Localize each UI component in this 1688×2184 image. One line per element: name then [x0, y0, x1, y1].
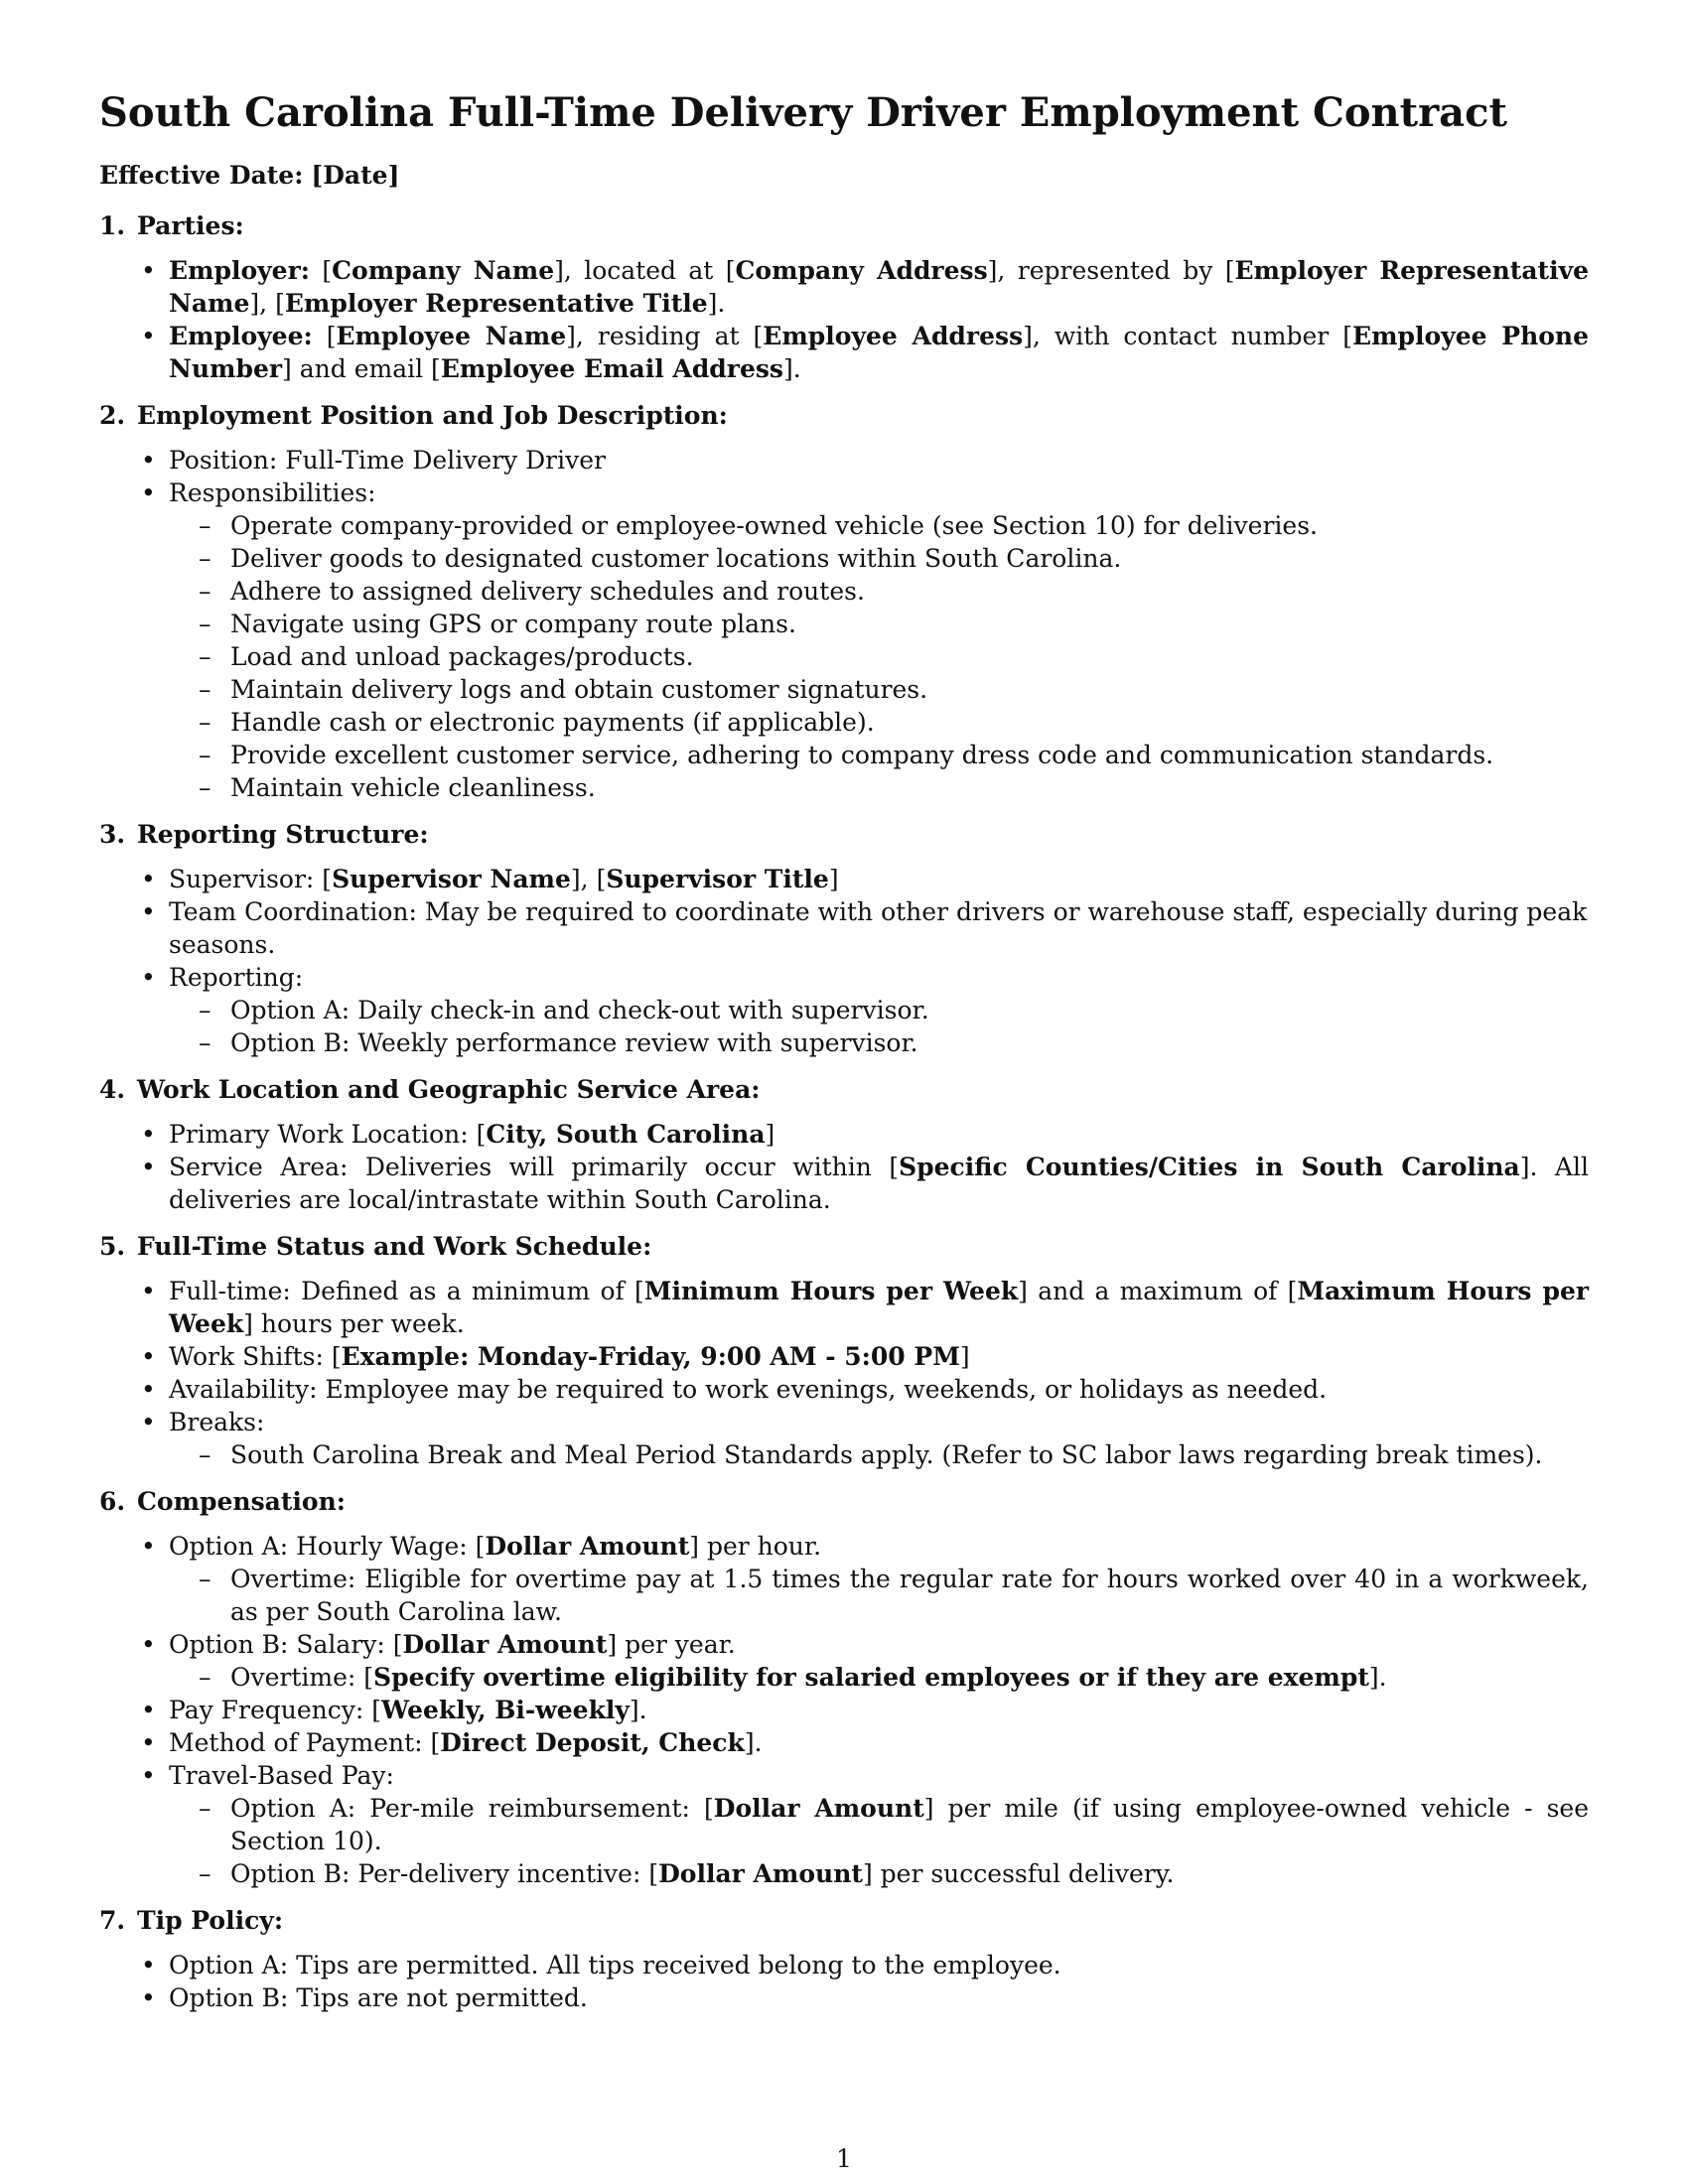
- pay-frequency-item: • Pay Frequency: [Weekly, Bi-weekly].: [99, 1694, 1589, 1726]
- team-item: • Team Coordination: May be required to coordinate with other drivers or warehouse staff, especially during peak seasons.: [99, 895, 1589, 961]
- section-heading: 4. Work Location and Geographic Service Area:: [99, 1075, 761, 1104]
- section-position: [99, 399, 1589, 804]
- primary-location-item: • Primary Work Location: [City, South Carolina]: [99, 1118, 1589, 1151]
- section-reporting: [99, 818, 1589, 1059]
- list-item: – Option A: Daily check-in and check-out with supervisor.: [169, 994, 1589, 1026]
- breaks-item: • Breaks: – South Carolina Break and Meal Period Standards apply. (Refer to SC labor laws regarding break times).: [99, 1406, 1589, 1471]
- travel-pay-item: • Travel-Based Pay: – Option A: Per-mile reimbursement: [Dollar Amount] per mile (if using employee-owned vehicle - see Section 10). – Option B: Per-delivery incentive: [Dollar Amount] per successful delivery.: [99, 1759, 1589, 1890]
- list-item: • Option B: Tips are not permitted.: [99, 1981, 1589, 2014]
- list-item: – Maintain vehicle cleanliness.: [169, 771, 1589, 804]
- availability-item: • Availability: Employee may be required to work evenings, weekends, or holidays as needed.: [99, 1373, 1589, 1406]
- supervisor-item: • Supervisor: [Supervisor Name], [Supervisor Title]: [99, 863, 1589, 895]
- hourly-wage-item: • Option A: Hourly Wage: [Dollar Amount] per hour. – Overtime: Eligible for overtime pay at 1.5 times the regular rate for hours worked over 40 in a workweek, as per South Carolina law.: [99, 1530, 1589, 1628]
- list-item: – Option A: Per-mile reimbursement: [Dollar Amount] per mile (if using employee-owned vehicle - see Section 10).: [169, 1792, 1589, 1857]
- list-item: – Navigate using GPS or company route plans.: [169, 608, 1589, 640]
- responsibilities-item: • Responsibilities: – Operate company-provided or employee-owned vehicle (see Section 10) for deliveries. – Deliver goods to designated customer locations within South Carolina. – Adhere to assigned delivery schedules and routes. – Navigate using GPS or company route plans. – Load and unload packages/products. – Maintain delivery logs and obtain customer signatures. – Handle cash or electronic payments (if applicable). – Provide excellent customer service, adhering to company dress code and communication standards. – Maintain vehicle cleanliness.: [99, 477, 1589, 804]
- list-item: – Option B: Per-delivery incentive: [Dollar Amount] per successful delivery.: [169, 1857, 1589, 1890]
- section-location: [99, 1073, 1589, 1216]
- list-item: – Option B: Weekly performance review with supervisor.: [169, 1026, 1589, 1059]
- position-item: • Position: Full-Time Delivery Driver: [99, 444, 1589, 477]
- list-item: – Deliver goods to designated customer locations within South Carolina.: [169, 542, 1589, 575]
- section-heading: 7. Tip Policy:: [99, 1906, 284, 1935]
- section-heading: 5. Full-Time Status and Work Schedule:: [99, 1232, 652, 1261]
- effective-date-value: [Date]: [311, 161, 400, 190]
- list-item: – Load and unload packages/products.: [169, 640, 1589, 673]
- reporting-item: • Reporting: – Option A: Daily check-in and check-out with supervisor. – Option B: Weekly performance review with supervisor.: [99, 961, 1589, 1059]
- section-schedule: [99, 1230, 1589, 1471]
- full-time-item: • Full-time: Defined as a minimum of [Minimum Hours per Week] and a maximum of [Maximum Hours per Week] hours per week.: [99, 1275, 1589, 1340]
- list-item: – Adhere to assigned delivery schedules and routes.: [169, 575, 1589, 608]
- list-item: – South Carolina Break and Meal Period Standards apply. (Refer to SC labor laws regarding break times).: [169, 1438, 1589, 1471]
- work-shifts-item: • Work Shifts: [Example: Monday-Friday, 9:00 AM - 5:00 PM]: [99, 1340, 1589, 1373]
- section-compensation: [99, 1485, 1589, 1890]
- list-item: – Overtime: Eligible for overtime pay at 1.5 times the regular rate for hours worked over 40 in a workweek, as per South Carolina law.: [169, 1563, 1589, 1628]
- section-heading: 1. Parties:: [99, 211, 244, 240]
- section-heading: 3. Reporting Structure:: [99, 820, 429, 849]
- employer-item: • Employer: [Company Name], located at [Company Address], represented by [Employer Representative Name], [Employer Representative Title].: [99, 254, 1589, 320]
- service-area-item: • Service Area: Deliveries will primarily occur within [Specific Counties/Cities in South Carolina]. All deliveries are local/intrastate within South Carolina.: [99, 1151, 1589, 1216]
- list-item: – Overtime: [Specify overtime eligibility for salaried employees or if they are exempt].: [169, 1661, 1589, 1694]
- section-tips: [99, 1904, 1589, 2014]
- payment-method-item: • Method of Payment: [Direct Deposit, Check].: [99, 1726, 1589, 1759]
- document-page: [99, 79, 1589, 2028]
- list-item: – Operate company-provided or employee-owned vehicle (see Section 10) for deliveries.: [169, 509, 1589, 542]
- list-item: – Handle cash or electronic payments (if applicable).: [169, 706, 1589, 739]
- document-title: South Carolina Full-Time Delivery Driver Employment Contract: [99, 89, 1507, 136]
- list-item: – Provide excellent customer service, adhering to company dress code and communication standards.: [169, 739, 1589, 771]
- section-parties: [99, 209, 1589, 385]
- section-heading: 6. Compensation:: [99, 1487, 346, 1516]
- page-number: 1: [836, 2144, 852, 2173]
- list-item: • Option A: Tips are permitted. All tips received belong to the employee.: [99, 1949, 1589, 1981]
- salary-item: • Option B: Salary: [Dollar Amount] per year. – Overtime: [Specify overtime eligibility for salaried employees or if they are exempt].: [99, 1628, 1589, 1694]
- list-item: – Maintain delivery logs and obtain customer signatures.: [169, 673, 1589, 706]
- effective-date: Effective Date: [Date]: [99, 161, 400, 190]
- section-heading: 2. Employment Position and Job Description:: [99, 401, 728, 430]
- employee-item: • Employee: [Employee Name], residing at [Employee Address], with contact number [Employee Phone Number] and email [Employee Email Address].: [99, 320, 1589, 385]
